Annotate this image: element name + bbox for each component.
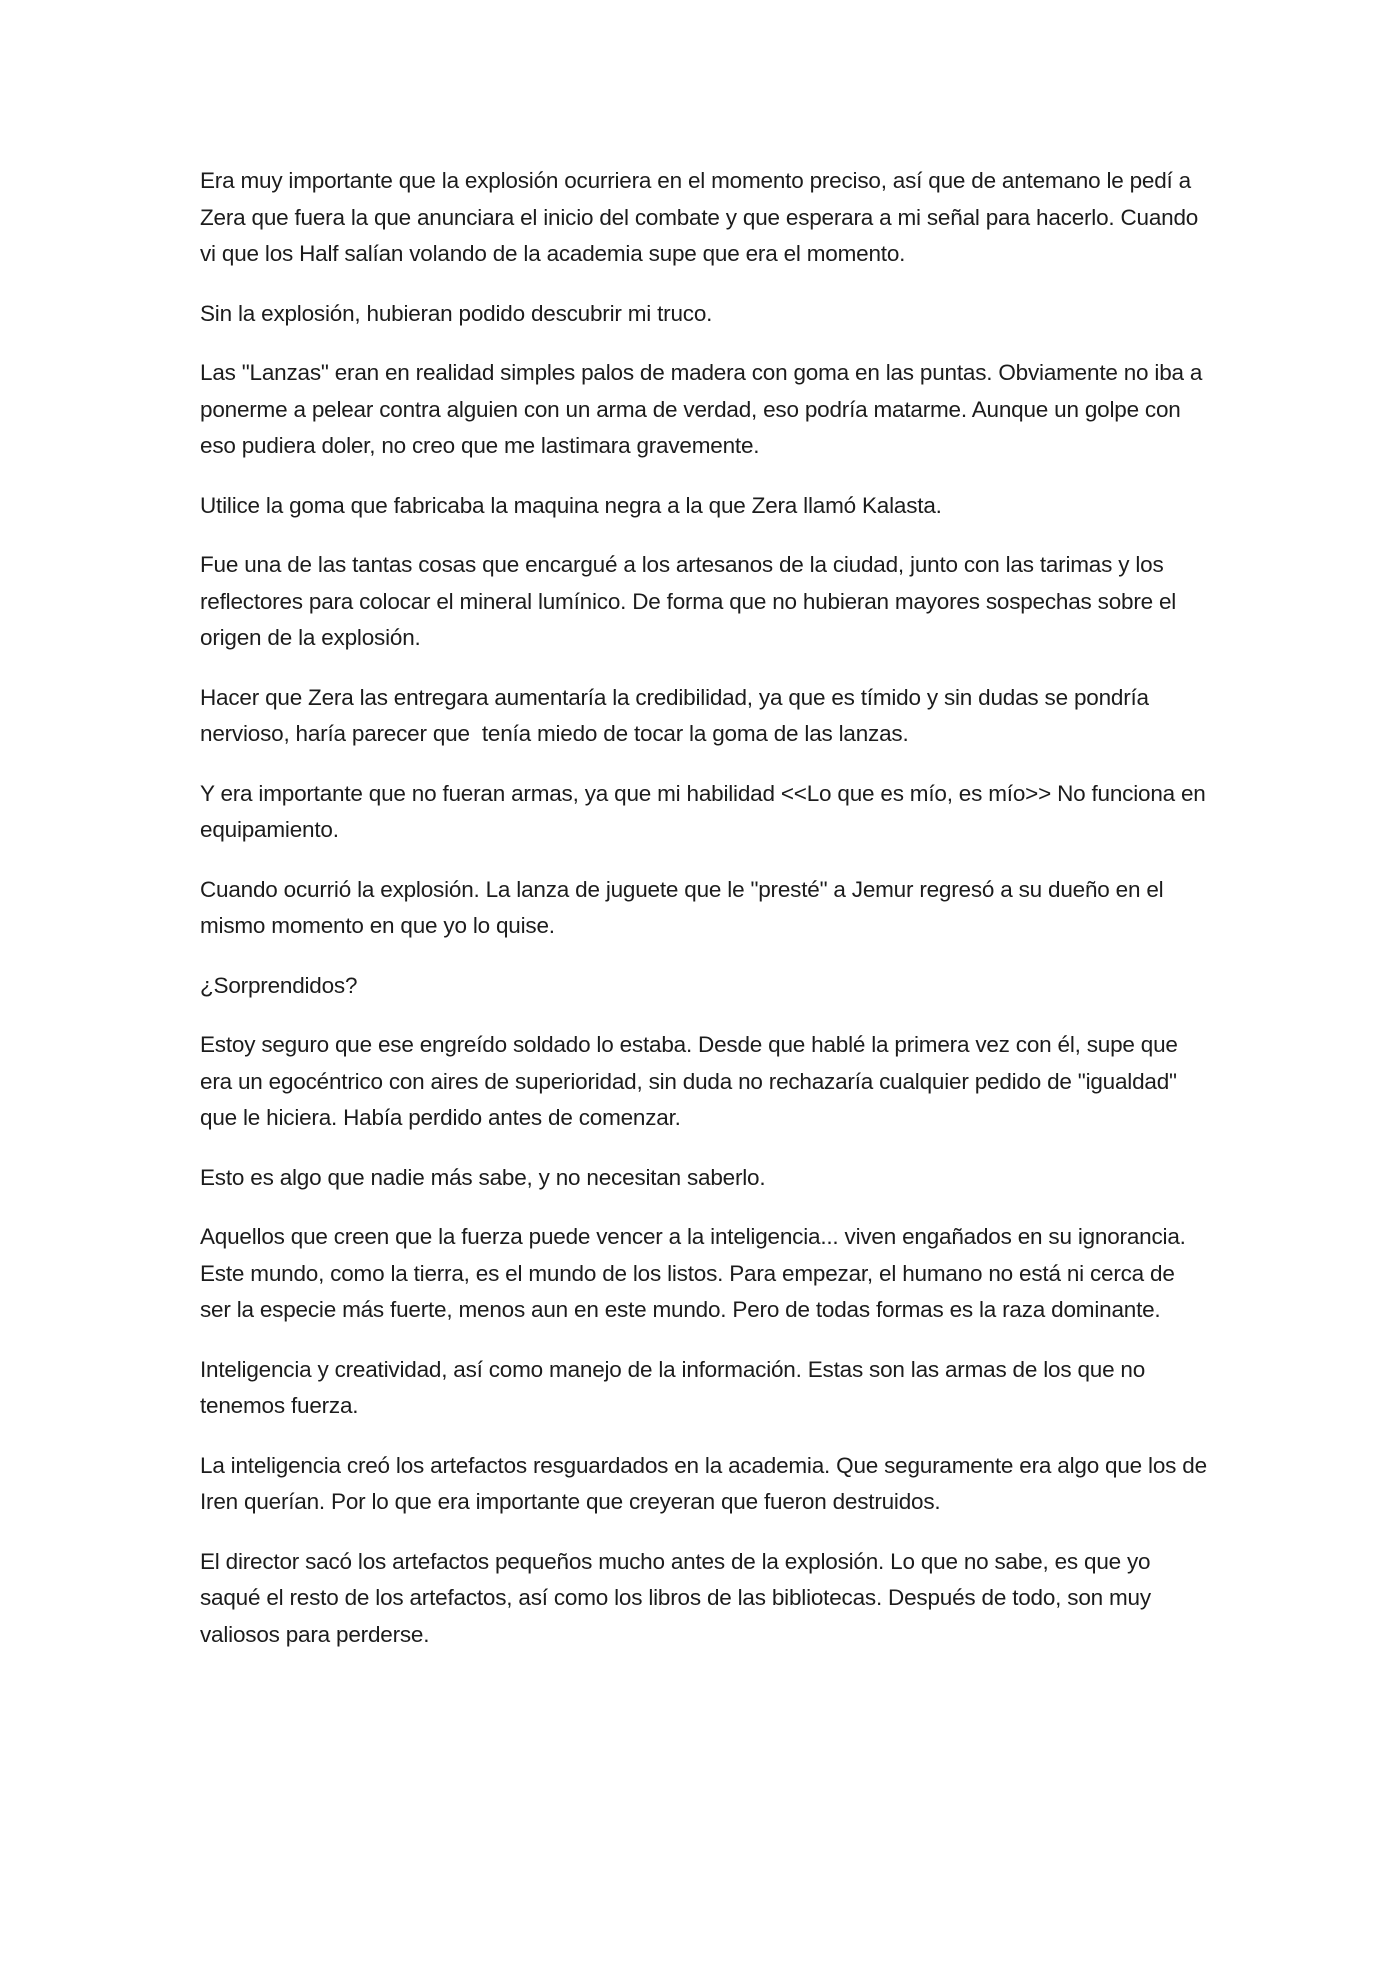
paragraph: Era muy importante que la explosión ocurriera en el momento preciso, así que de antemano le pedí a Zera que fuera la que anunciara el inicio del combate y que esperara a mi señal para hacerlo. Cuando vi que los Half salían volando de la academia supe que era el momento.	[200, 168, 1205, 266]
paragraph: Esto es algo que nadie más sabe, y no necesitan saberlo.	[200, 1164, 766, 1190]
paragraph: Y era importante que no fueran armas, ya que mi habilidad <<Lo que es mío, es mío>> No funciona en equipamiento.	[200, 780, 1212, 842]
paragraph: Las "Lanzas" eran en realidad simples palos de madera con goma en las puntas. Obviamente no iba a ponerme a pelear contra alguien con un arma de verdad, eso podría matarme. Aunque un golpe con eso pudiera doler, no creo que me lastimara gravemente.	[200, 360, 1209, 458]
paragraph: Sin la explosión, hubieran podido descubrir mi truco.	[200, 300, 713, 326]
paragraph: ¿Sorprendidos?	[200, 972, 358, 998]
paragraph: Aquellos que creen que la fuerza puede vencer a la inteligencia... viven engañados en su ignorancia. Este mundo, como la tierra, es el mundo de los listos. Para empezar, el humano no está ni cerca de ser la especie más fuerte, menos aun en este mundo. Pero de todas formas es la raza dominante.	[200, 1224, 1192, 1322]
paragraph: Utilice la goma que fabricaba la maquina negra a la que Zera llamó Kalasta.	[200, 492, 942, 518]
paragraph: Hacer que Zera las entregara aumentaría la credibilidad, ya que es tímido y sin dudas se pondría nervioso, haría parecer que tenía miedo de tocar la goma de las lanzas.	[200, 684, 1155, 746]
paragraph: Cuando ocurrió la explosión. La lanza de juguete que le "presté" a Jemur regresó a su dueño en el mismo momento en que yo lo quise.	[200, 876, 1170, 938]
paragraph: Inteligencia y creatividad, así como manejo de la información. Estas son las armas de los que no tenemos fuerza.	[200, 1356, 1152, 1418]
paragraph: El director sacó los artefactos pequeños mucho antes de la explosión. Lo que no sabe, es que yo saqué el resto de los artefactos, así como los libros de las bibliotecas. Después de todo, son muy valiosos para perderse.	[200, 1548, 1157, 1647]
paragraph: Fue una de las tantas cosas que encargué a los artesanos de la ciudad, junto con las tarimas y los reflectores para colocar el mineral lumínico. De forma que no hubieran mayores sospechas sobre el origen de la explosión.	[200, 552, 1183, 650]
document-body	[200, 163, 1213, 1676]
paragraph: Estoy seguro que ese engreído soldado lo estaba. Desde que hablé la primera vez con él, supe que era un egocéntrico con aires de superioridad, sin duda no rechazaría cualquier pedido de "igualdad" que le hiciera. Había perdido antes de comenzar.	[200, 1032, 1184, 1130]
paragraph: La inteligencia creó los artefactos resguardados en la academia. Que seguramente era algo que los de Iren querían. Por lo que era importante que creyeran que fueron destruidos.	[200, 1452, 1213, 1514]
